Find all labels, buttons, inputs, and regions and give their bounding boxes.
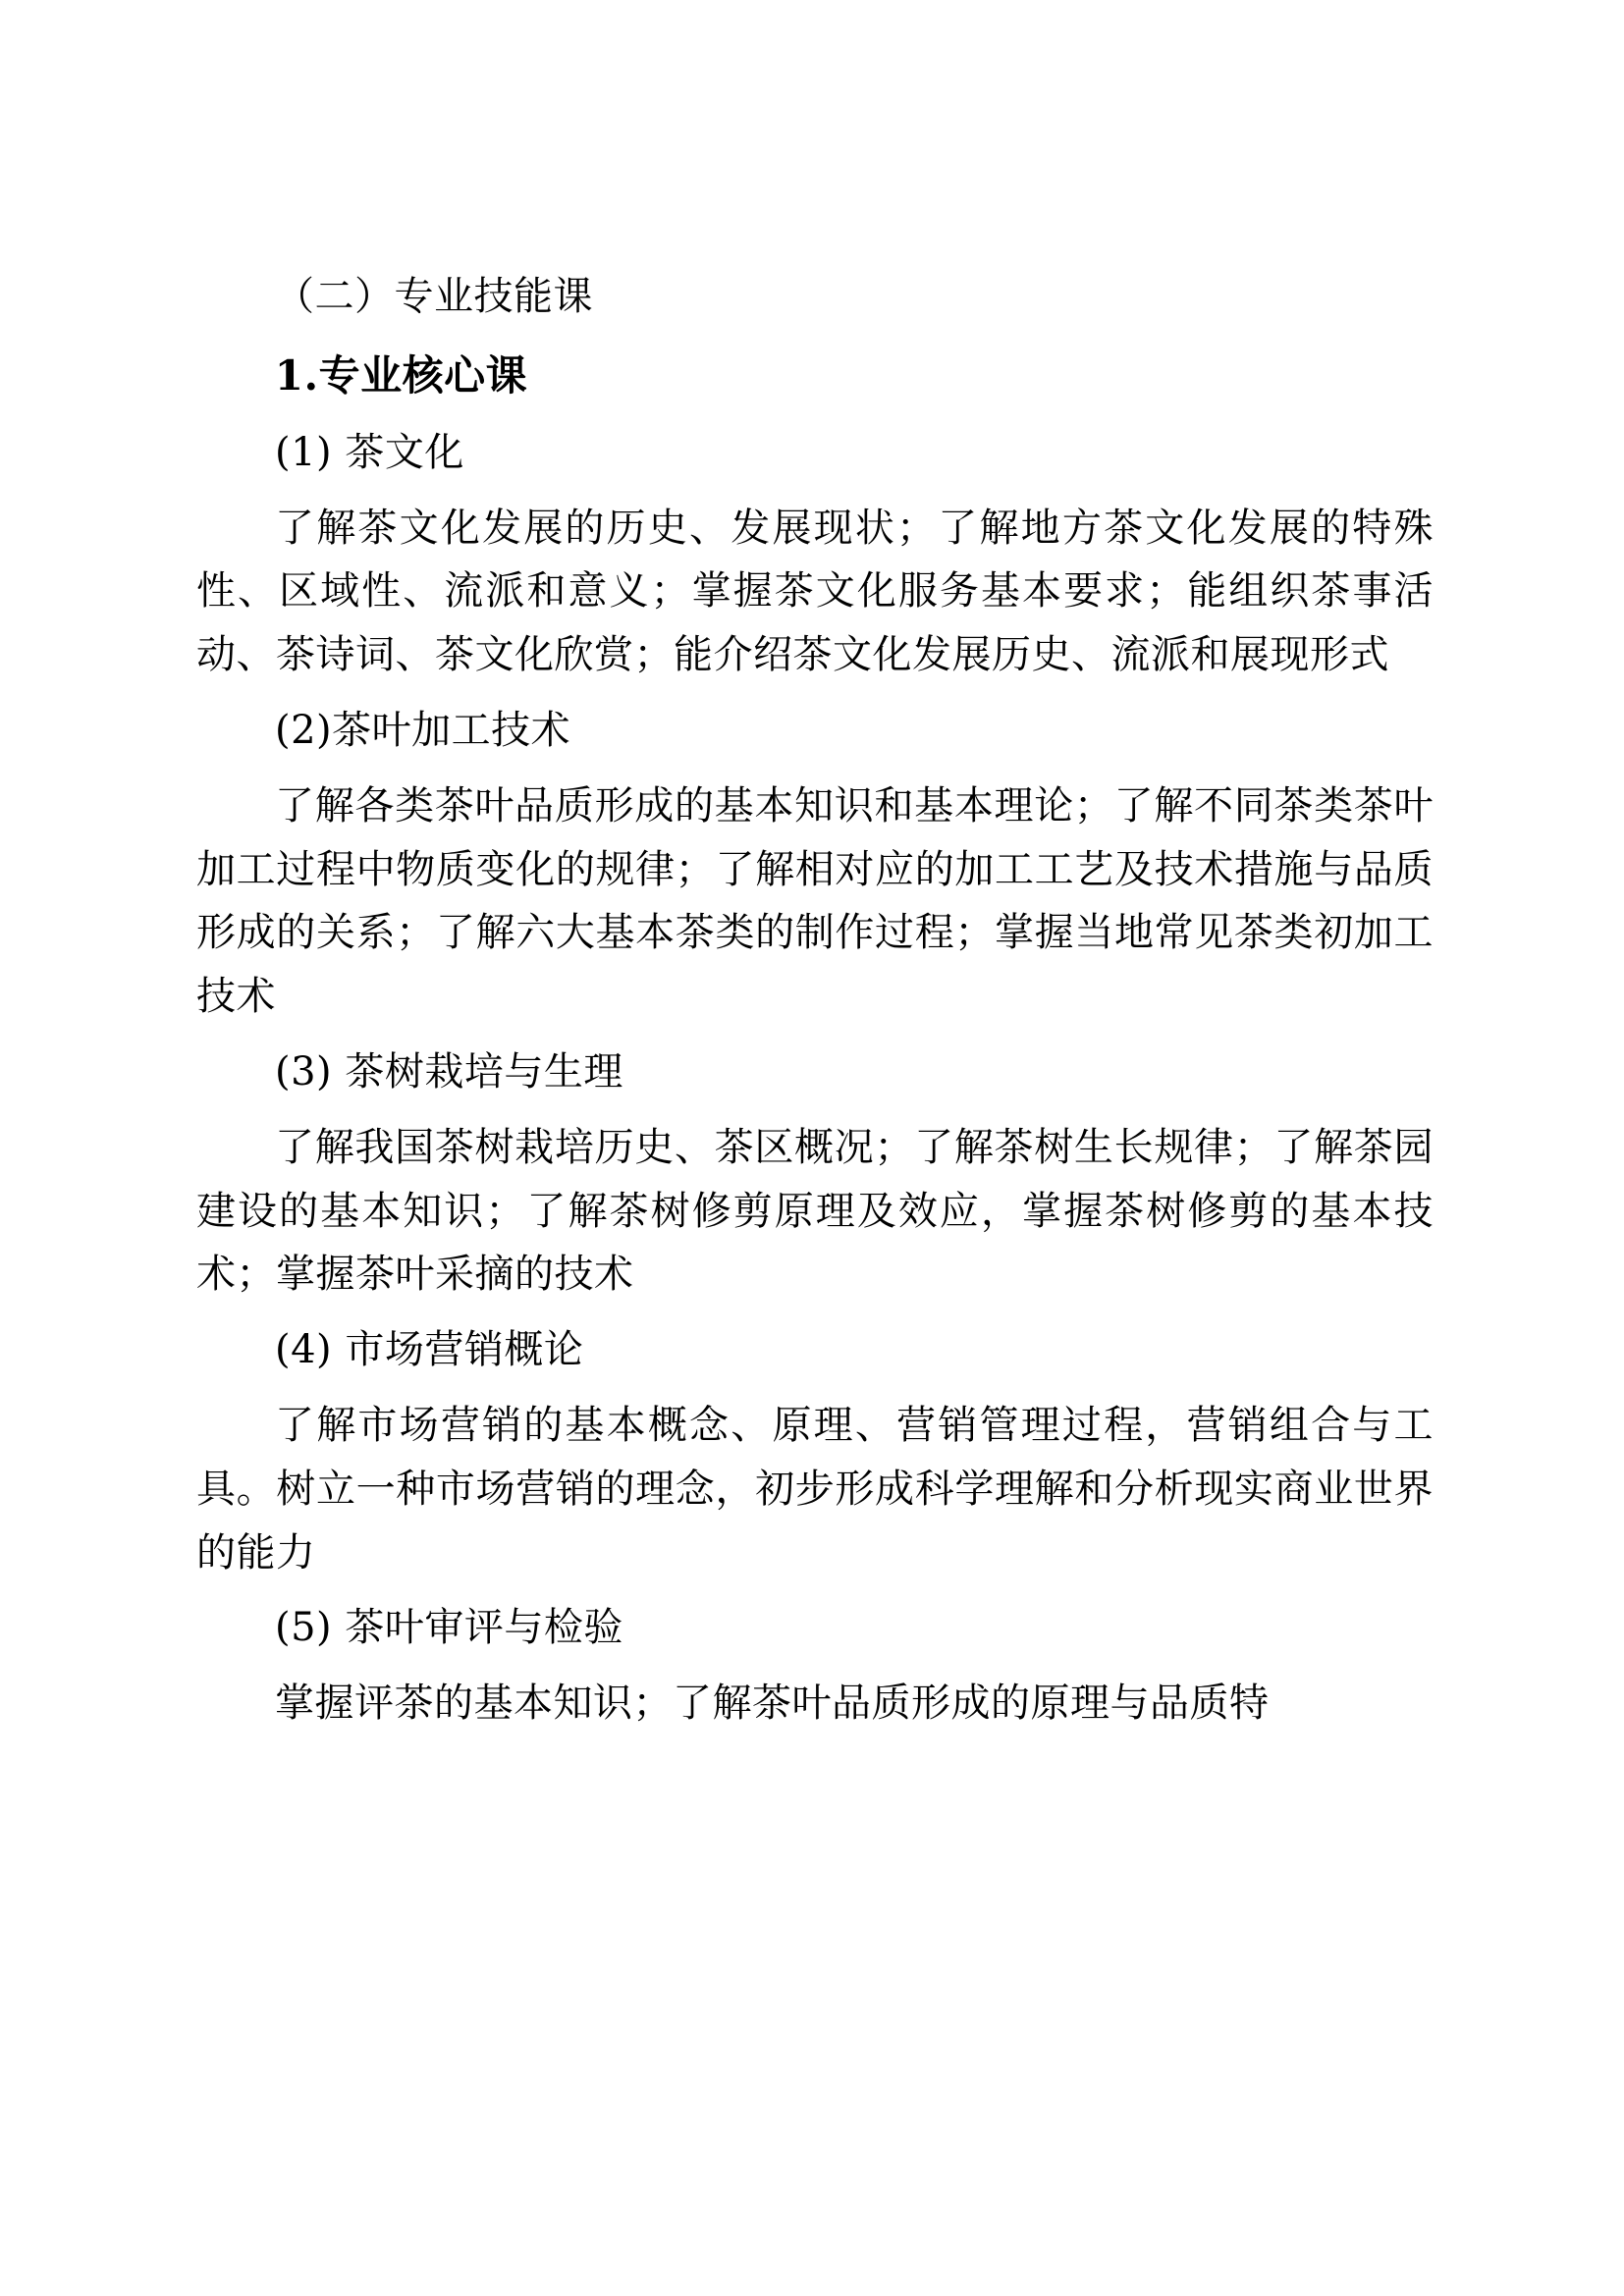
course-item-3-title: (3) 茶树栽培与生理	[275, 1049, 623, 1095]
course-item-1-text: 了解茶文化发展的历史、发展现状；了解地方茶文化发展的特殊性、区域性、流派和意义；掌握茶文化服务基本要求；能组织茶事活动、茶诗词、茶文化欣赏；能介绍茶文化发展历史、流派和展现形式	[196, 505, 1434, 678]
course-item-5-title: (5) 茶叶审评与检验	[275, 1605, 623, 1651]
course-item-1-title: (1) 茶文化	[275, 429, 464, 475]
sub-heading: 1.专业核心课	[274, 350, 528, 400]
course-item-4-title: (4) 市场营销概论	[275, 1327, 584, 1373]
course-item-2-text: 了解各类茶叶品质形成的基本知识和基本理论；了解不同茶类茶叶加工过程中物质变化的规律；了解相对应的加工工艺及技术措施与品质形成的关系；了解六大基本茶类的制作过程；掌握当地常见茶类初加工技术	[196, 782, 1434, 1020]
course-item-2-title: (2)茶叶加工技术	[275, 708, 571, 754]
course-item-4-text: 了解市场营销的基本概念、原理、营销管理过程，营销组合与工具。树立一种市场营销的理念，初步形成科学理解和分析现实商业世界的能力	[196, 1402, 1434, 1575]
course-item-5-text: 掌握评茶的基本知识；了解茶叶品质形成的原理与品质特	[275, 1681, 1270, 1727]
course-item-3-text: 了解我国茶树栽培历史、茶区概况；了解茶树生长规律；了解茶园建设的基本知识；了解茶树修剪原理及效应，掌握茶树修剪的基本技术；掌握茶叶采摘的技术	[196, 1124, 1434, 1298]
document-body	[196, 265, 1434, 1735]
section-heading: （二）专业技能课	[275, 274, 593, 319]
